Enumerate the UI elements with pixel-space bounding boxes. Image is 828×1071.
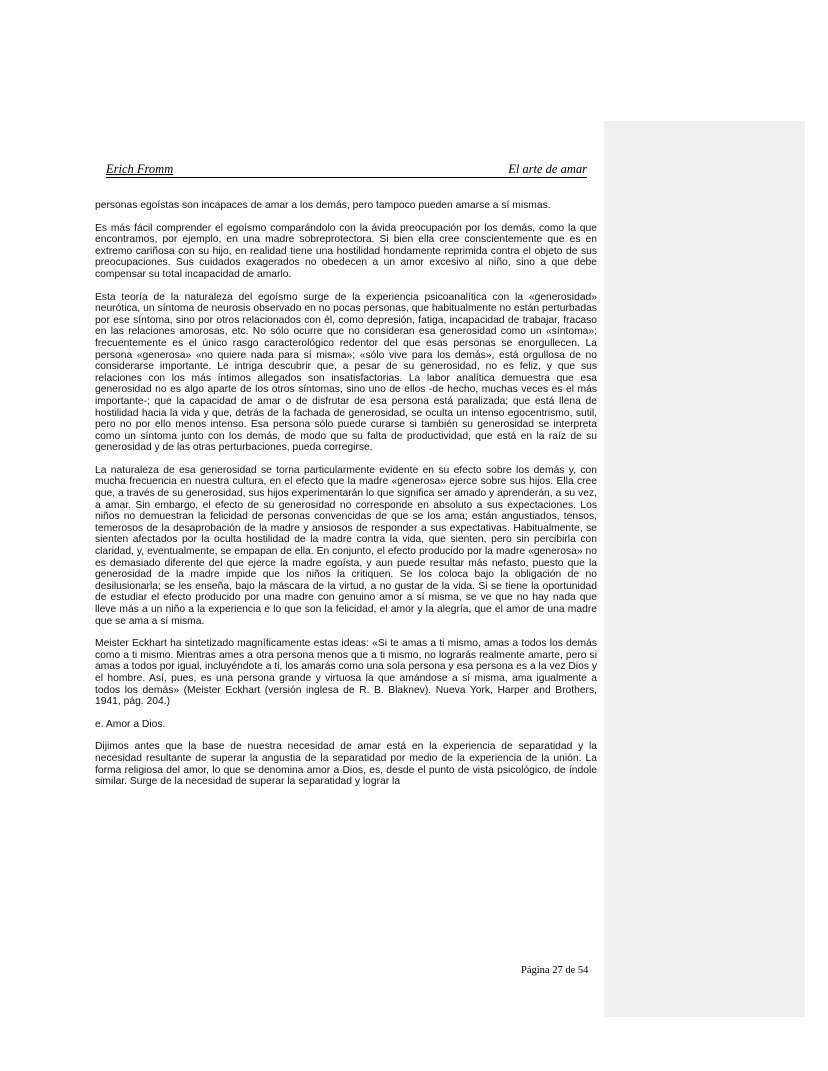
- author-name: Erich Fromm: [106, 162, 174, 176]
- paragraph-4: La naturaleza de esa generosidad se torna particularmente evidente en su efecto sobre los demás y, con mucha frecuencia en nuestra cultura, en el efecto que la madre «generosa» ejerce sobre sus hijos. Ella cree que, a través de su generosidad, sus hijos experimentarán lo que significa ser amado y aprenderán, a su vez, a amar. Sin embargo, el efecto de su generosidad no corresponde en absoluto a sus expectaciones. Los niños no demuestran la felicidad de personas convencidas de que se los ama; están angustiados, tensos, temerosos de la desaprobación de la madre y ansiosos de responder a sus expectativas. Habitualmente, se sienten afectados por la oculta hostilidad de la madre contra la vida, que sienten, pero sin percibirla con claridad, y, eventualmente, se empapan de ella. En conjunto, el efecto producido por la madre «generosa» no es demasiado diferente del que ejerce la madre egoísta, y aun puede resultar más nefasto, puesto que la generosidad de la madre impide que los niños la critiquen. Se los coloca bajo la obligación de no desilusionarla; se les enseña, bajo la máscara de la virtud, a no gustar de la vida. Si se tiene la oportunidad de estudiar el efecto producido por una madre con genuino amor a sí misma, se ve que no hay nada que lleve más a un niño a la experiencia e lo que son la felicidad, el amor y la alegría, que el amor de una madre que se ama a sí misma.: [95, 464, 597, 627]
- body-text: [95, 200, 597, 799]
- paragraph-5: Meister Eckhart ha sintetizado magníficamente estas ideas: «Si te amas a ti mismo, amas a todos los demás como a ti mismo. Mientras ames a otra persona menos que a ti mismo, no lograrás realmente amarte, pero si amas a todos por igual, incluyéndote a ti, los amarás como una sola persona y esa persona es a la vez Dios y el hombre. Así, pues, es una persona grande y virtuosa la que amándose a sí misma, ama igualmente a todos los demás» (Meister Eckhart (versión inglesa de R. B. Blaknev). Nueva York, Harper and Brothers, 1941, pág. 204.): [95, 638, 597, 708]
- book-title: El arte de amar: [508, 162, 587, 176]
- comment-sidebar: [604, 121, 805, 1017]
- section-heading: e. Amor a Dios.: [95, 718, 166, 730]
- paragraph-6: Dijimos antes que la base de nuestra necesidad de amar está en la experiencia de separatidad y la necesidad resultante de superar la angustia de la separatidad por medio de la experiencia de la unión. La forma religiosa del amor, lo que se denomina amor a Dios, es, desde el punto de vista psicológico, de índole similar. Surge de la necesidad de superar la separatidad y lograr la: [95, 741, 597, 788]
- paragraph-1: personas egoístas son incapaces de amar a los demás, pero tampoco pueden amarse a sí mismas.: [95, 200, 551, 211]
- paragraph-2: Es más fácil comprender el egoísmo comparándolo con la ávida preocupación por los demás, como la que encontramos, por ejemplo, en una madre sobreprotectora. Si bien ella cree conscientemente que es en extremo cariñosa con su hijo, en realidad tiene una hostilidad hondamente reprimida contra el objeto de sus preocupaciones. Sus cuidados exagerados no obedecen a un amor excesivo al niño, sino a que debe compensar su total incapacidad de amarlo.: [95, 222, 597, 280]
- paragraph-3: Esta teoría de la naturaleza del egoísmo surge de la experiencia psicoanalítica con la «generosidad» neurótica, un síntoma de neurosis observado en no pocas personas, que habitualmente no están perturbadas por ese síntoma, sino por otros relacionados con él, como depresión, fatiga, incapacidad de trabajar, fracaso en las relaciones amorosas, etc. No sólo ocurre que no consideran esa generosidad como un «síntoma»; frecuentemente es el único rasgo caracterológico redentor del que esas personas se enorgullecen. La persona «generosa» «no quiere nada para sí misma»; «sólo vive para los demás», está orgullosa de no considerarse importante. Le intriga descubrir que, a pesar de su generosidad, no es feliz, y que sus relaciones con los más íntimos allegados son insatisfactorias. La labor analítica demuestra que esa generosidad no es algo aparte de los otros síntomas, sino uno de ellos -de hecho, muchas veces es el más importante-; que la capacidad de amar o de disfrutar de esa persona está paralizada; que está llena de hostilidad hacia la vida y que, detrás de la fachada de generosidad, se oculta un intenso egocentrismo, sutil, pero no por ello menos intenso. Esa persona sólo puede curarse si también su generosidad se interpreta como un síntoma junto con los demás, de modo que su falta de productividad, que está en la raíz de su generosidad y de las otras perturbaciones, pueda corregirse.: [95, 291, 597, 454]
- page-header: [106, 162, 587, 178]
- page-number: Página 27 de 54: [521, 965, 589, 976]
